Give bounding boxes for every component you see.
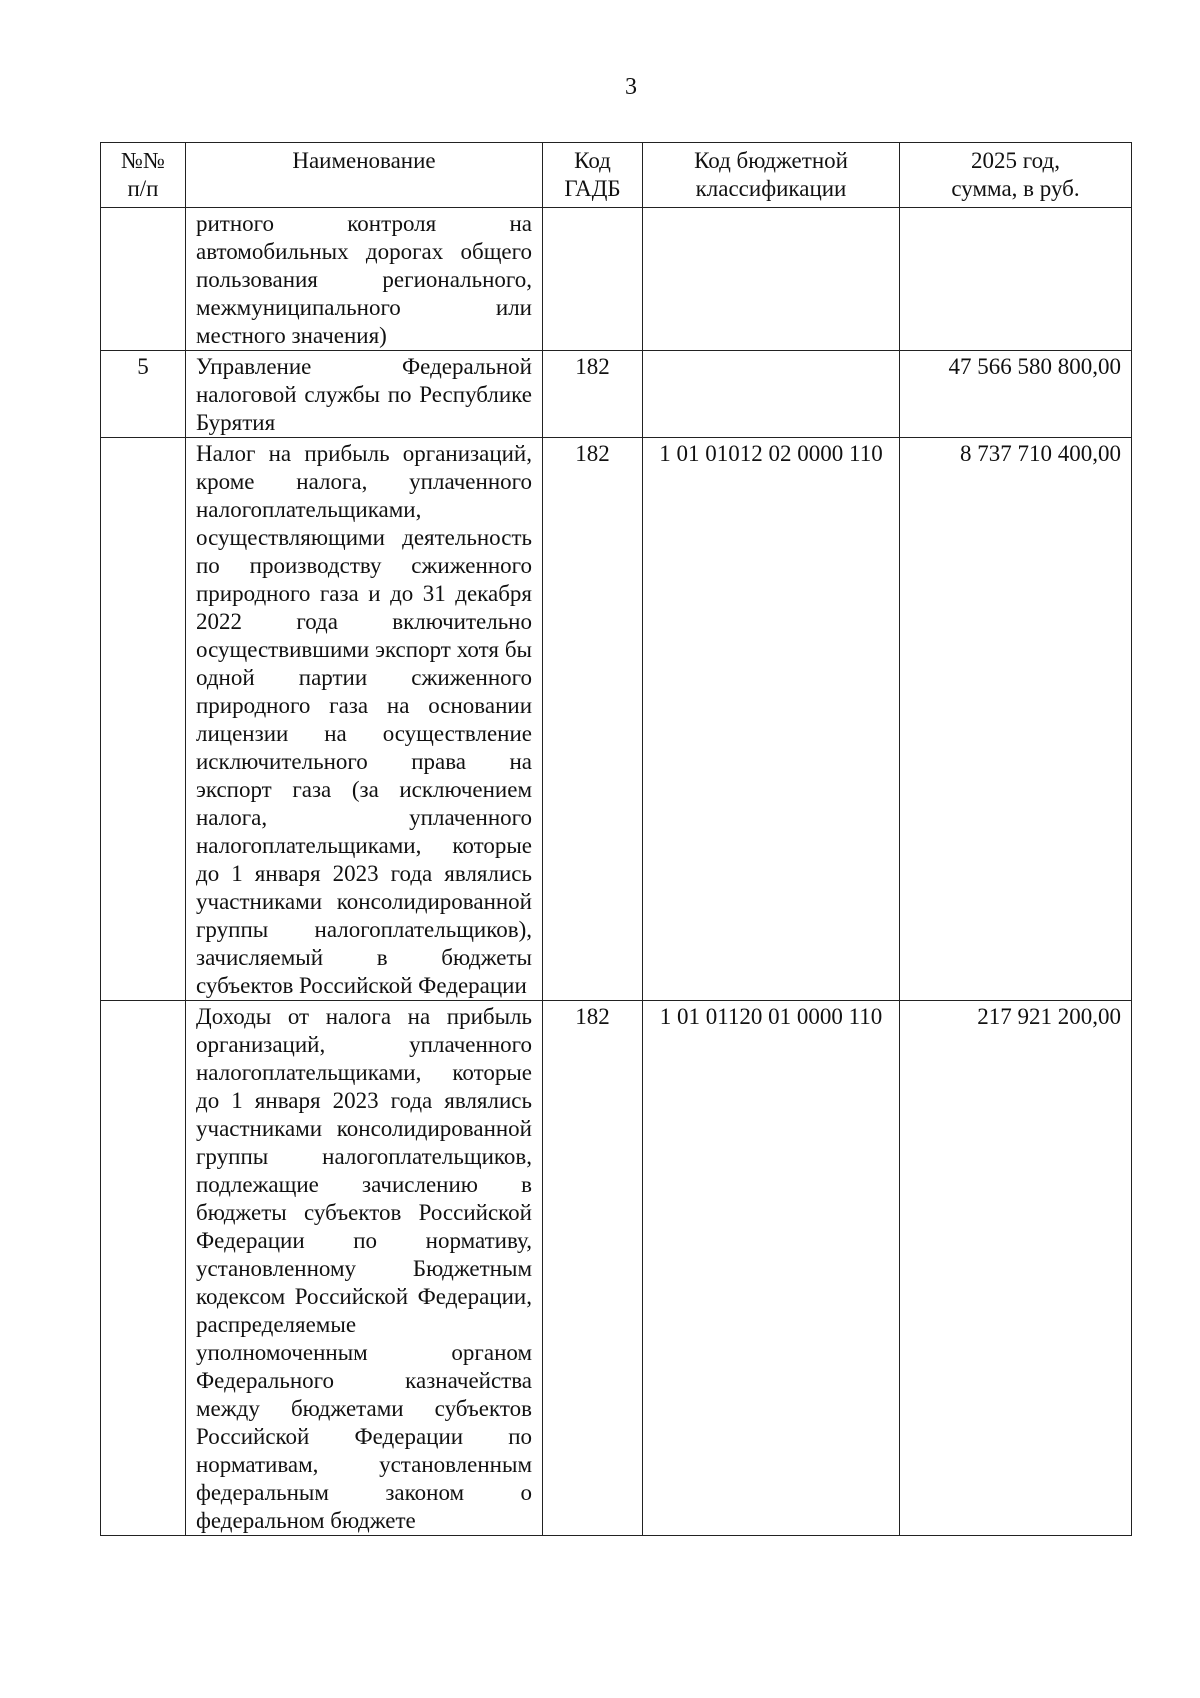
header-gadb-line1: Код [574, 148, 611, 173]
table-row [101, 208, 1132, 351]
row-num [101, 438, 186, 1001]
row-gadb [543, 208, 643, 351]
row-gadb: 182 [543, 351, 643, 438]
table-row [101, 1001, 1132, 1536]
row-sum: 217 921 200,00 [900, 1001, 1132, 1536]
budget-revenue-table [100, 142, 1132, 1536]
header-num-line1: №№ [121, 148, 165, 173]
table-header [101, 143, 1132, 208]
table-row [101, 351, 1132, 438]
header-gadb [543, 143, 643, 208]
row-sum [900, 208, 1132, 351]
row-name: Управление Федеральной налоговой службы по Республике Бурятия [186, 351, 543, 438]
header-sum-line1: 2025 год, [971, 148, 1060, 173]
header-gadb-line2: ГАДБ [564, 176, 621, 201]
row-kbk [643, 351, 900, 438]
table-body [101, 208, 1132, 1536]
row-name: Налог на прибыль организаций, кроме налога, уплаченного налогоплательщиками, осуществляющими деятельность по производству сжиженного природного газа и до 31 декабря 2022 года включительно осуществившими экспорт хотя бы одной партии сжиженного природного газа на основании лицензии на осуществление исключительного права на экспорт газа (за исключением налога, уплаченного налогоплательщиками, которые до 1 января 2023 года являлись участниками консолидированной группы налогоплательщиков), зачисляемый в бюджеты субъектов Российской Федерации [186, 438, 543, 1001]
table-row [101, 438, 1132, 1001]
row-num [101, 1001, 186, 1536]
header-kbk [643, 143, 900, 208]
header-sum [900, 143, 1132, 208]
row-sum: 47 566 580 800,00 [900, 351, 1132, 438]
row-num [101, 208, 186, 351]
header-kbk-line2: классификации [695, 176, 847, 201]
page-number: 3 [625, 74, 637, 100]
row-gadb: 182 [543, 438, 643, 1001]
header-kbk-line1: Код бюджетной [694, 148, 848, 173]
header-row [101, 143, 1132, 208]
row-name: ритного контроля на автомобильных дорогах общего пользования регионального, межмуниципального или местного значения) [186, 208, 543, 351]
row-kbk: 1 01 01120 01 0000 110 [643, 1001, 900, 1536]
header-num [101, 143, 186, 208]
row-kbk [643, 208, 900, 351]
row-sum: 8 737 710 400,00 [900, 438, 1132, 1001]
row-gadb: 182 [543, 1001, 643, 1536]
row-kbk: 1 01 01012 02 0000 110 [643, 438, 900, 1001]
row-name: Доходы от налога на прибыль организаций, уплаченного налогоплательщиками, которые до 1 января 2023 года являлись участниками консолидированной группы налогоплательщиков, подлежащие зачислению в бюджеты субъектов Российской Федерации по нормативу, установленному Бюджетным кодексом Российской Федерации, распределяемые уполномоченным органом Федерального казначейства между бюджетами субъектов Российской Федерации по нормативам, установленным федеральным законом о федеральном бюджете [186, 1001, 543, 1536]
header-name-label: Наименование [292, 148, 436, 173]
header-name [186, 143, 543, 208]
header-num-line2: п/п [127, 176, 159, 201]
header-sum-line2: сумма, в руб. [951, 176, 1080, 201]
row-num: 5 [101, 351, 186, 438]
